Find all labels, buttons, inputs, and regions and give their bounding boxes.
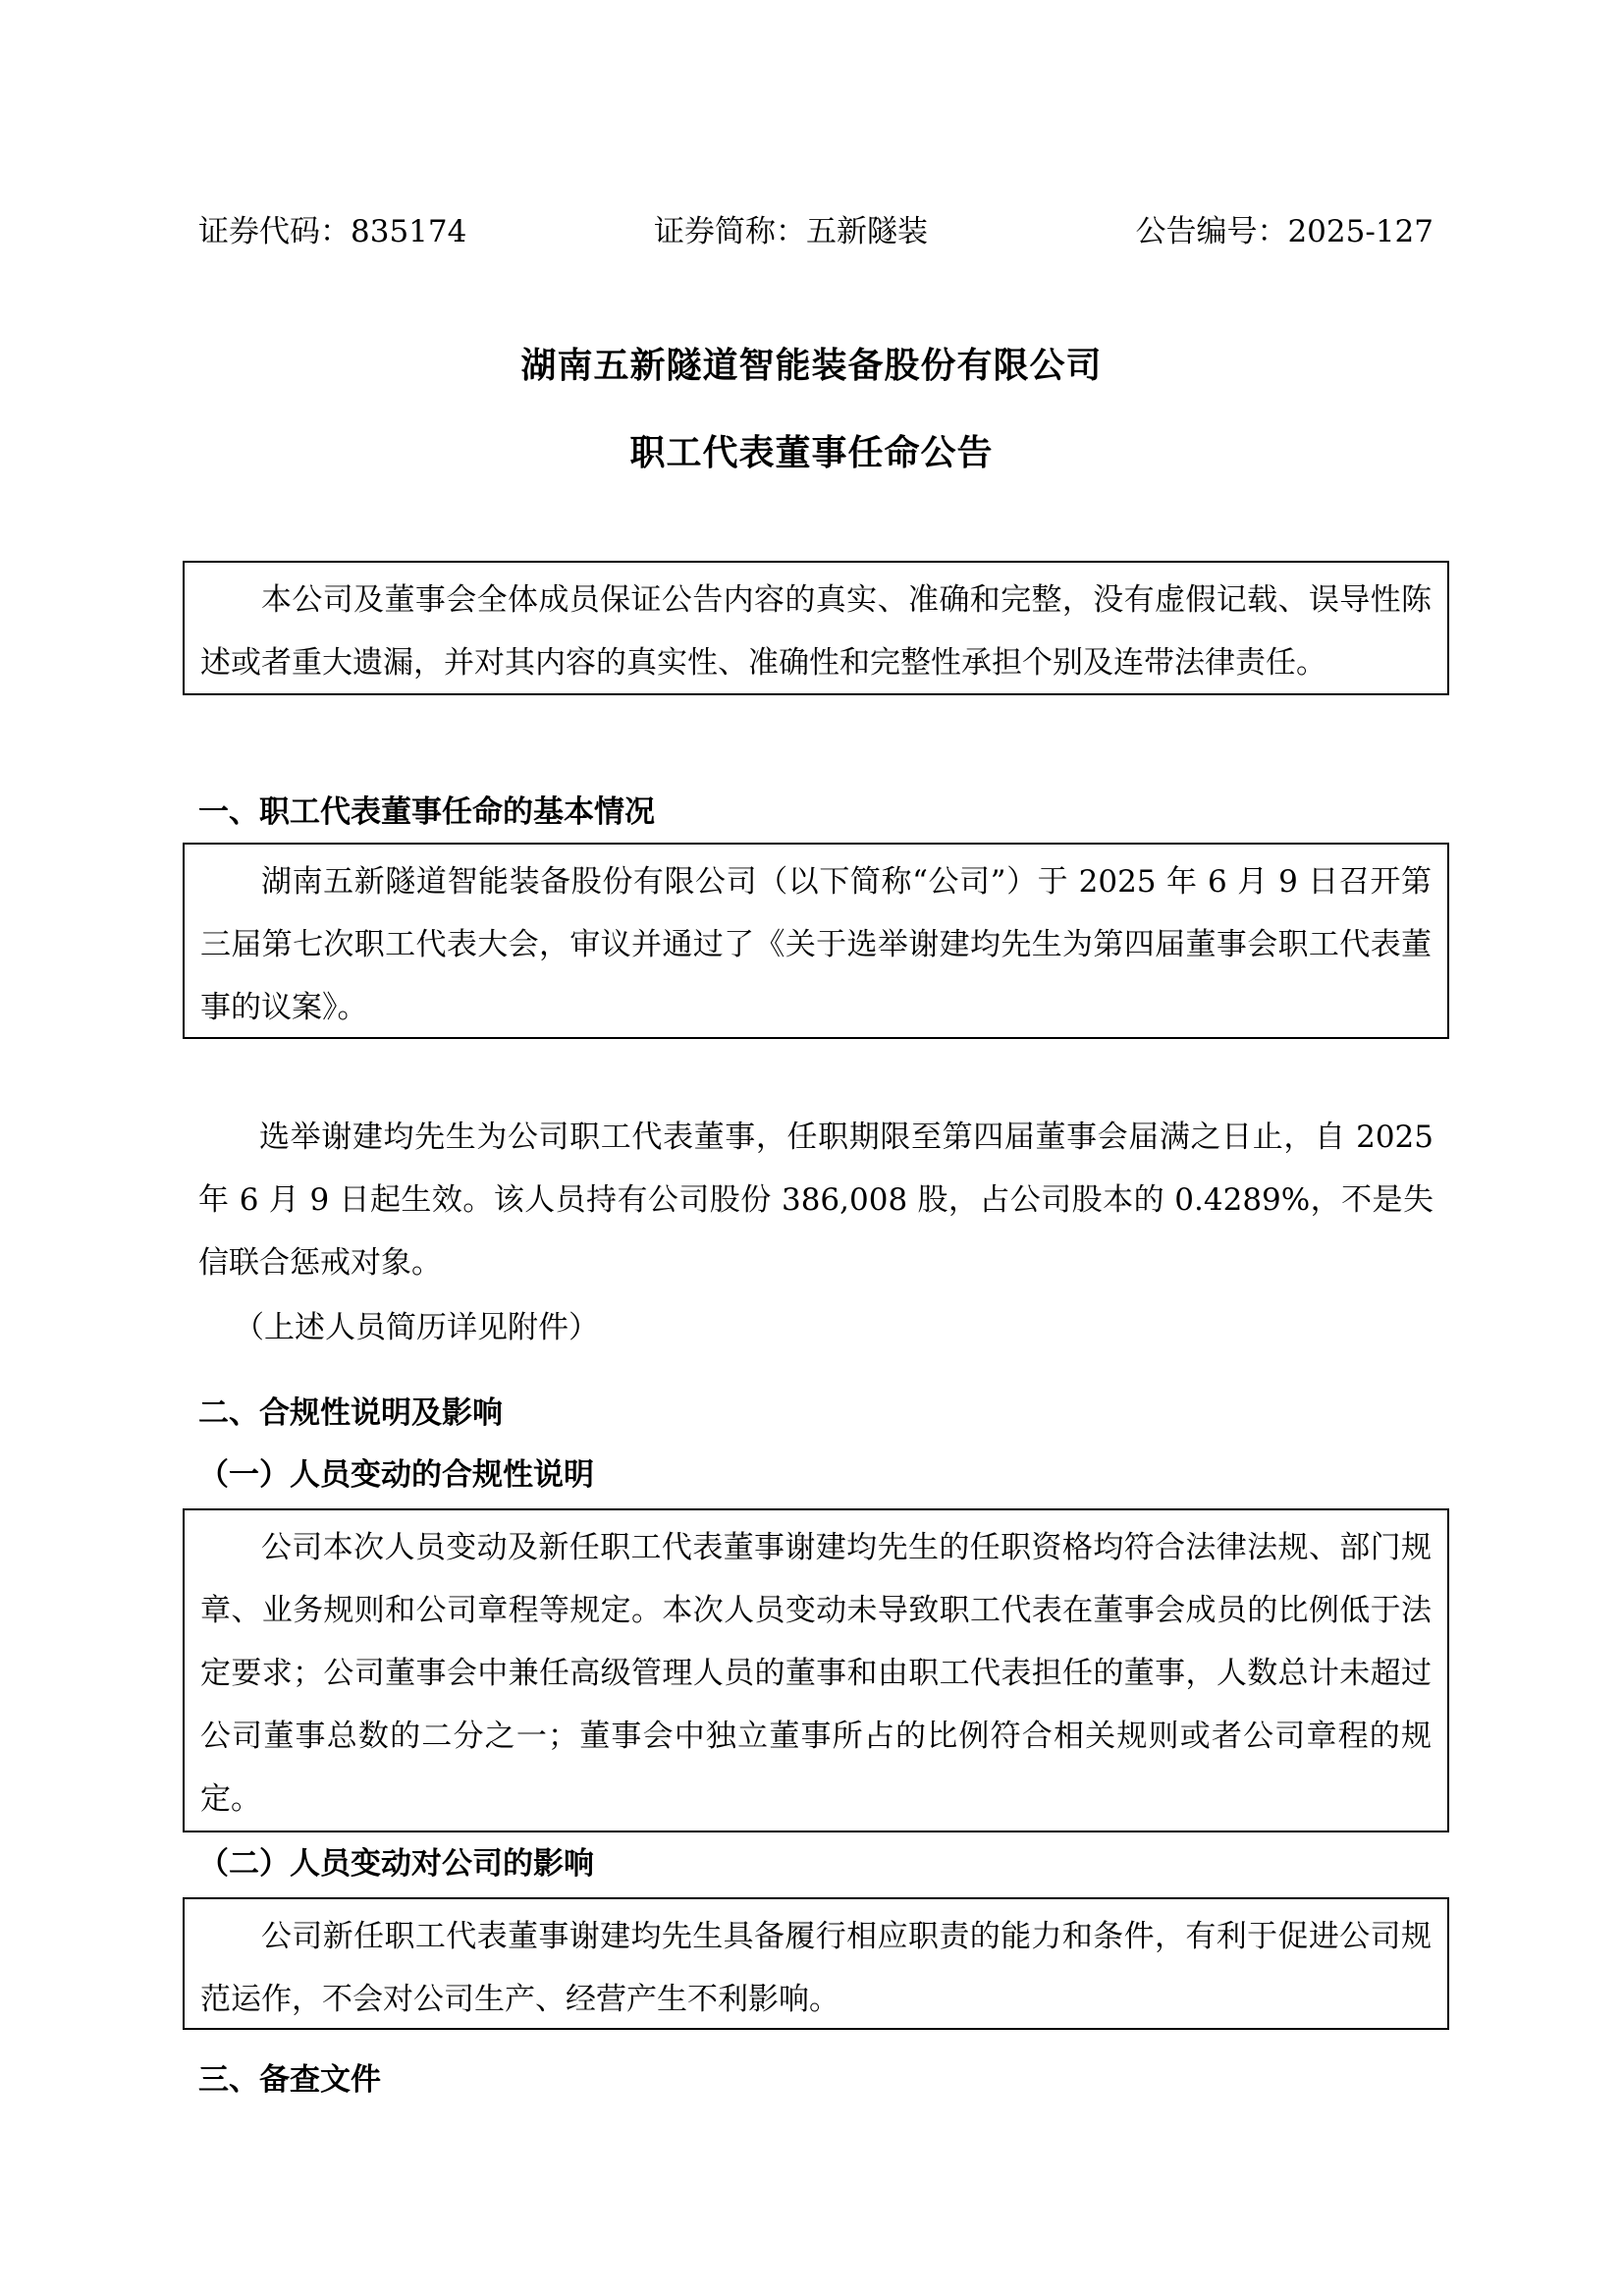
disclaimer-text: 本公司及董事会全体成员保证公告内容的真实、准确和完整，没有虚假记载、误导性陈述或者重大遗漏，并对其内容的真实性、准确性和完整性承担个别及连带法律责任。 (200, 582, 1432, 681)
compliance-text: 公司本次人员变动及新任职工代表董事谢建均先生的任职资格均符合法律法规、部门规章、业务规则和公司章程等规定。本次人员变动未导致职工代表在董事会成员的比例低于法定要求；公司董事会中兼任高级管理人员的董事和由职工代表担任的董事，人数总计未超过公司董事总数的二分之一；董事会中独立董事所占的比例符合相关规则或者公司章程的规定。 (200, 1530, 1432, 1817)
subsection-2-heading: （二）人员变动对公司的影响 (198, 1846, 594, 1882)
compliance-box (183, 1508, 1449, 1832)
impact-box (183, 1897, 1449, 2030)
stock-code: 证券代码：835174 (198, 214, 467, 249)
section-2-heading: 二、合规性说明及影响 (198, 1395, 503, 1431)
appointment-text: 选举谢建均先生为公司职工代表董事，任职期限至第四届董事会届满之日止，自 2025 年 6 月 9 日起生效。该人员持有公司股份 386,008 股，占公司股本的 0.4289%，不是失信联合惩戒对象。 (198, 1120, 1434, 1281)
section-1-heading: 一、职工代表董事任命的基本情况 (198, 794, 655, 830)
notice-number: 公告编号：2025-127 (1135, 214, 1434, 249)
section-3-heading: 三、备查文件 (198, 2062, 381, 2098)
appointment-paragraph (198, 1106, 1434, 1294)
document-header (198, 208, 1434, 255)
resume-note: （上述人员简历详见附件） (234, 1310, 599, 1345)
company-title: 湖南五新隧道智能装备股份有限公司 (520, 346, 1103, 386)
notice-title: 职工代表董事任命公告 (629, 433, 994, 473)
section-1-box (183, 843, 1449, 1039)
subsection-1-heading: （一）人员变动的合规性说明 (198, 1457, 594, 1493)
stock-short-name: 证券简称：五新隧装 (654, 214, 928, 249)
disclaimer-box (183, 561, 1449, 695)
section-1-box-text: 湖南五新隧道智能装备股份有限公司（以下简称“公司”）于 2025 年 6 月 9 日召开第三届第七次职工代表大会，审议并通过了《关于选举谢建均先生为第四届董事会职工代表董事的议案》。 (200, 864, 1432, 1025)
impact-text: 公司新任职工代表董事谢建均先生具备履行相应职责的能力和条件，有利于促进公司规范运作，不会对公司生产、经营产生不利影响。 (200, 1919, 1432, 2017)
